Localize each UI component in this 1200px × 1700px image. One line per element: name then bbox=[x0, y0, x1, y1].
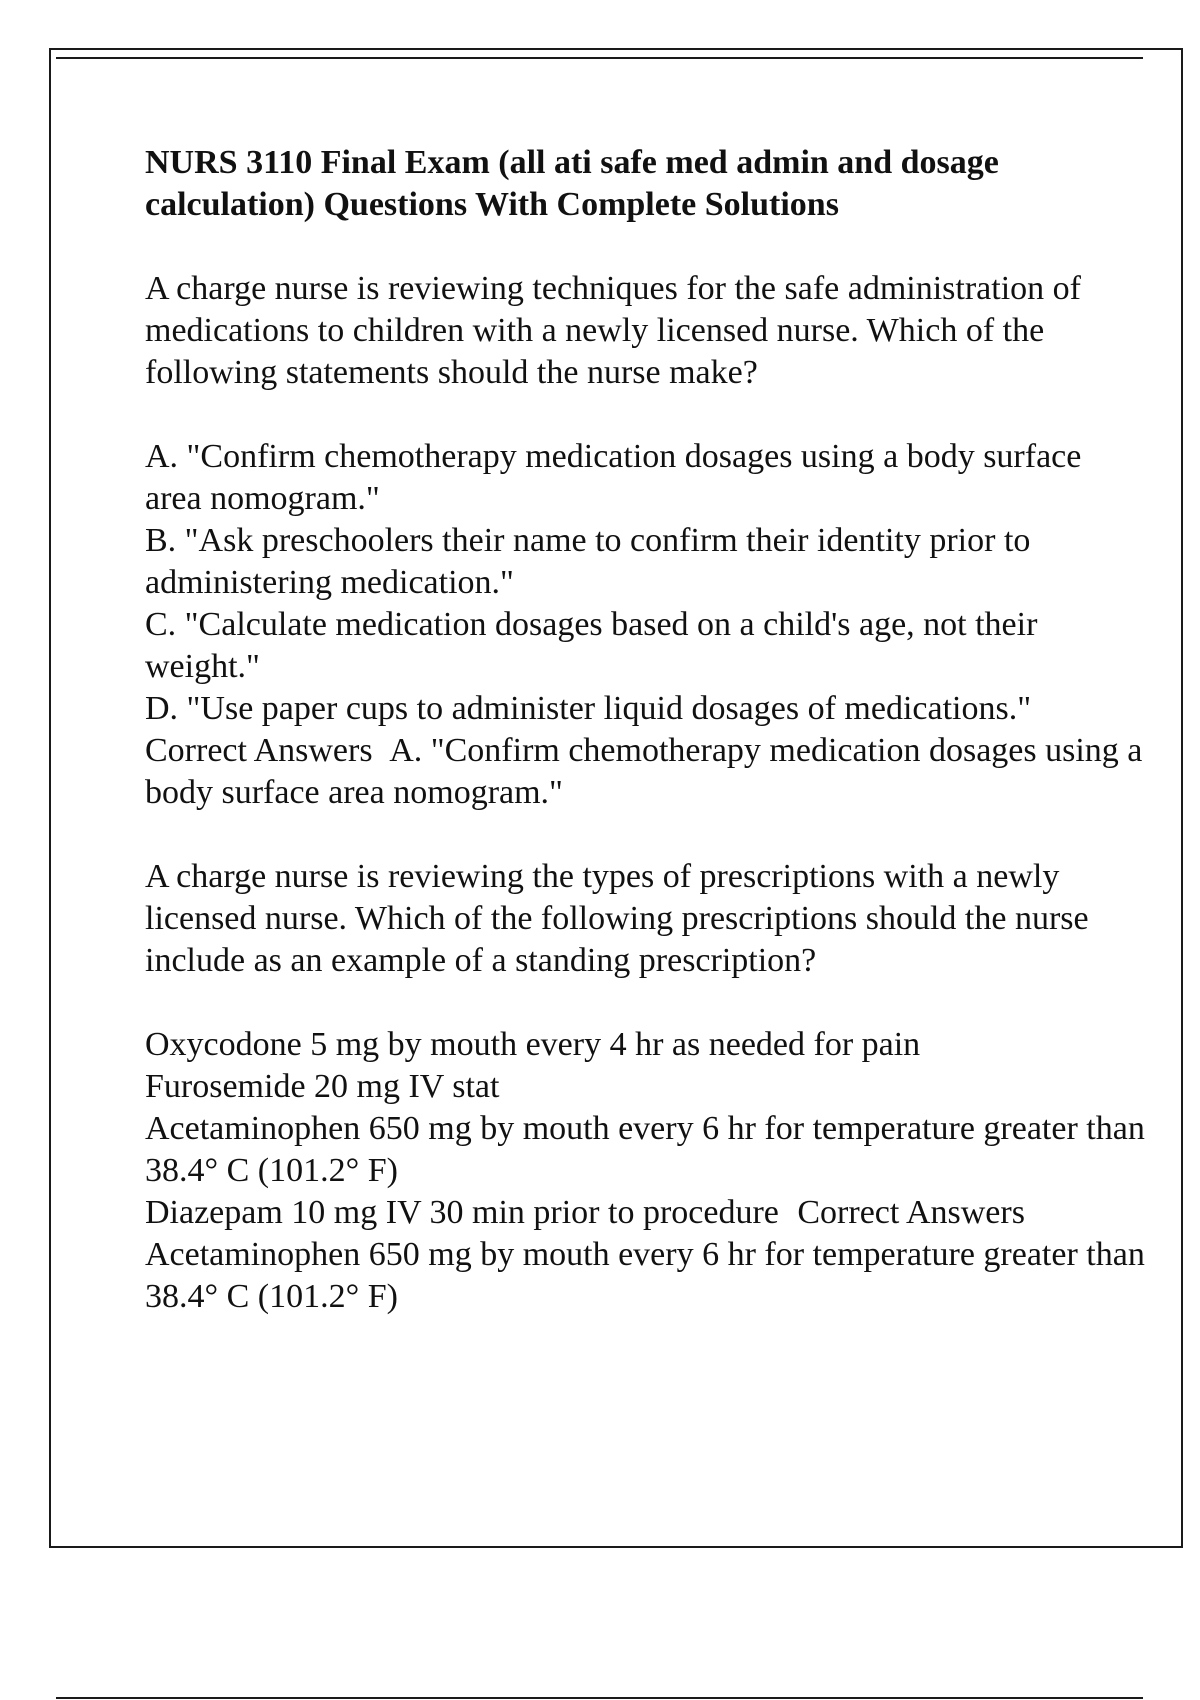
question-1-options bbox=[145, 436, 1145, 814]
question-2-option-4: Diazepam 10 mg IV 30 min prior to procedure bbox=[145, 1194, 779, 1231]
question-2-option-2: Furosemide 20 mg IV stat bbox=[145, 1068, 500, 1105]
question-2-options bbox=[145, 1024, 1145, 1318]
question-2-answer: Acetaminophen 650 mg by mouth every 6 hr for temperature greater than 38.4° C (101.2° F) bbox=[145, 1236, 1145, 1315]
question-2-prompt: A charge nurse is reviewing the types of prescriptions with a newly licensed nurse. Which of the following prescriptions should the nurse include as an example of a standing prescription? bbox=[145, 858, 1089, 979]
question-2-option-3: Acetaminophen 650 mg by mouth every 6 hr for temperature greater than 38.4° C (101.2° F) bbox=[145, 1110, 1145, 1189]
document-title: NURS 3110 Final Exam (all ati safe med admin and dosage calculation) Questions With Complete Solutions bbox=[145, 144, 999, 223]
question-1-option-b: B. "Ask preschoolers their name to confirm their identity prior to administering medication." bbox=[145, 522, 1031, 601]
question-1-option-c: C. "Calculate medication dosages based on a child's age, not their weight." bbox=[145, 606, 1038, 685]
question-2-answer-label: Correct Answers bbox=[797, 1194, 1025, 1231]
question-2-option-4-with-answer bbox=[145, 1192, 1145, 1318]
question-1-option-d-with-answer bbox=[145, 688, 1145, 814]
bottom-rule bbox=[56, 1697, 1143, 1699]
question-1-answer-label: Correct Answers bbox=[145, 732, 373, 769]
top-rule bbox=[56, 57, 1143, 59]
question-1-prompt: A charge nurse is reviewing techniques for the safe administration of medications to children with a newly licensed nurse. Which of the following statements should the nurse make? bbox=[145, 270, 1081, 391]
document-content bbox=[145, 142, 1145, 1360]
question-1-option-d: D. "Use paper cups to administer liquid dosages of medications." bbox=[145, 690, 1032, 727]
question-2-option-1: Oxycodone 5 mg by mouth every 4 hr as needed for pain bbox=[145, 1026, 921, 1063]
question-1-answer: A. "Confirm chemotherapy medication dosages using a body surface area nomogram." bbox=[145, 732, 1143, 811]
question-1-option-a: A. "Confirm chemotherapy medication dosages using a body surface area nomogram." bbox=[145, 438, 1082, 517]
